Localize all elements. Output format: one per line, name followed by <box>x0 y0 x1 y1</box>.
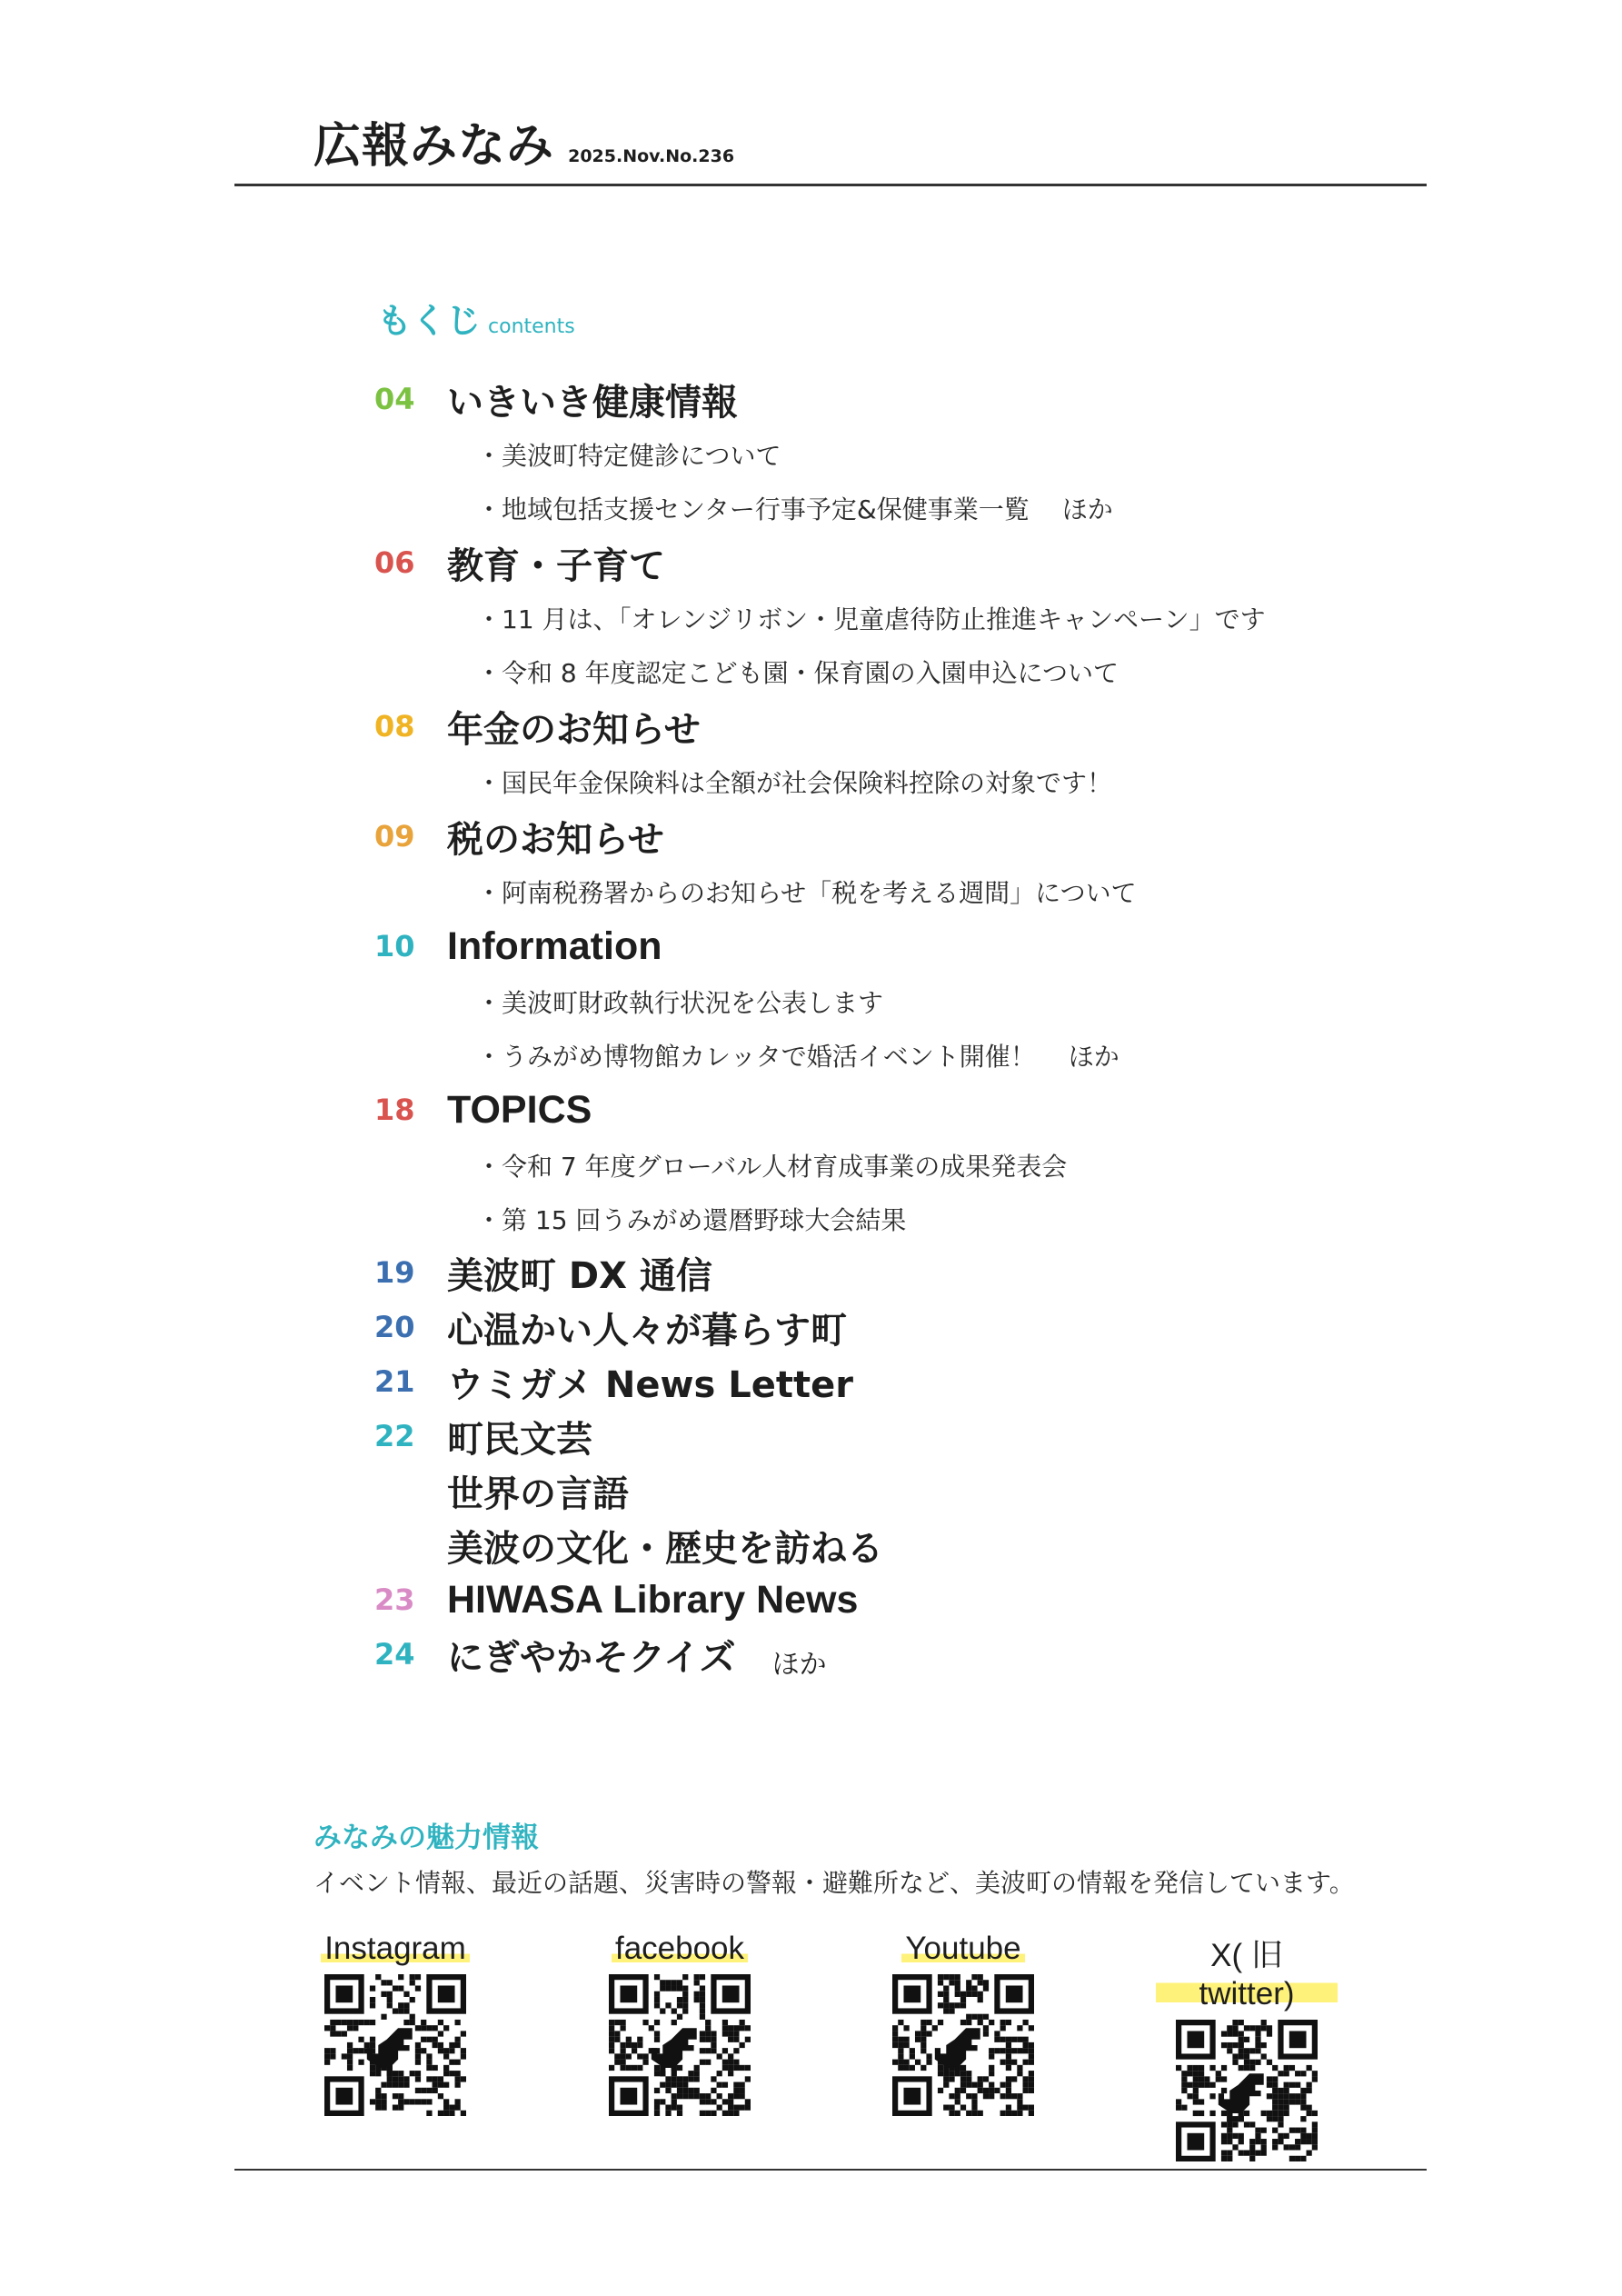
subsection-item <box>476 1138 1374 1192</box>
toc-entry-row <box>374 371 1374 427</box>
subsection-list <box>476 591 1374 698</box>
sns-label-youtube[interactable]: Youtube <box>901 1931 1024 1967</box>
section-title: 心温かい人々が暮らす町 <box>447 1309 847 1352</box>
page-number: 06 <box>374 545 415 580</box>
toc-entry <box>374 698 1374 808</box>
page-number: 09 <box>374 819 415 854</box>
sns-x[interactable] <box>1156 1931 1338 2161</box>
toc-entry-row <box>374 1082 1374 1138</box>
sns-facebook[interactable] <box>589 1931 771 2116</box>
footer-title: みなみの魅力情報 <box>313 1822 539 1854</box>
toc-entry-row <box>374 698 1374 754</box>
page-number: 20 <box>374 1310 415 1344</box>
sns-youtube[interactable] <box>872 1931 1054 2116</box>
toc-heading-ja: もくじ <box>377 301 482 341</box>
subsection-item <box>476 1028 1374 1082</box>
toc-entry <box>374 1572 1374 1627</box>
page-number: 24 <box>374 1637 415 1672</box>
section-title: ウミガメ News Letter <box>447 1363 853 1406</box>
page-number: 19 <box>374 1255 415 1290</box>
toc-entry-row <box>374 1627 1374 1682</box>
table-of-contents <box>374 371 1374 1682</box>
subsection-text: ・うみがめ博物館カレッタで婚活イベント開催！ <box>476 1041 1036 1072</box>
toc-entry-row <box>374 918 1374 974</box>
page-number: 10 <box>374 929 415 963</box>
sns-label-x[interactable]: X( 旧 twitter) <box>1156 1931 1338 2012</box>
subsection-item <box>476 481 1374 534</box>
toc-entry <box>374 1245 1374 1300</box>
qr-code-icon[interactable] <box>1176 2020 1318 2161</box>
qr-code-icon[interactable] <box>609 1974 751 2116</box>
toc-entry <box>374 918 1374 1082</box>
magazine-header <box>313 107 734 180</box>
toc-entry-row <box>374 1572 1374 1627</box>
toc-entry <box>374 1627 1374 1682</box>
subsection-text: ・令和 7 年度グローバル人材育成事業の成果発表会 <box>476 1151 1068 1182</box>
subsection-list <box>476 427 1374 534</box>
toc-entry-row <box>374 1245 1374 1300</box>
toc-entry-row <box>374 1300 1374 1354</box>
toc-heading <box>377 293 575 343</box>
toc-entry <box>374 808 1374 918</box>
page-number: 04 <box>374 382 415 416</box>
section-title: いきいき健康情報 <box>447 381 738 424</box>
toc-entry-row <box>374 1409 1374 1463</box>
section-title: 美波の文化・歴史を訪ねる <box>447 1527 883 1570</box>
etc-label: ほか <box>771 1649 827 1681</box>
sns-instagram[interactable] <box>304 1931 486 2116</box>
section-title: TOPICS <box>447 1087 592 1132</box>
toc-entry <box>374 1354 1374 1409</box>
subsection-text: ・美波町財政執行状況を公表します <box>476 987 884 1018</box>
section-title: Information <box>447 923 662 968</box>
magazine-title: 広報みなみ <box>313 119 555 174</box>
subsection-list <box>476 864 1374 918</box>
subsection-text: ・阿南税務署からのお知らせ「税を考える週間」について <box>476 877 1137 908</box>
subsection-list <box>476 754 1374 808</box>
subsection-item <box>476 864 1374 918</box>
subsection-list <box>476 974 1374 1082</box>
toc-entry-row <box>374 1463 1374 1518</box>
etc-label: ほか <box>1068 1041 1119 1072</box>
subsection-text: ・国民年金保険料は全額が社会保険料控除の対象です！ <box>476 767 1113 798</box>
toc-entry-row <box>374 808 1374 864</box>
sns-label-facebook[interactable]: facebook <box>612 1931 748 1967</box>
section-title: にぎやかそクイズ <box>447 1636 736 1679</box>
section-title: 美波町 DX 通信 <box>447 1254 712 1297</box>
page-number: 21 <box>374 1364 415 1399</box>
section-title: 税のお知らせ <box>447 818 664 861</box>
subsection-text: ・11 月は、「オレンジリボン・児童虐待防止推進キャンペーン」です <box>476 604 1266 634</box>
issue-number: 2025.Nov.No.236 <box>568 146 735 166</box>
subsection-text: ・美波町特定健診について <box>476 440 781 471</box>
footer-divider <box>234 2169 1427 2171</box>
toc-entry <box>374 371 1374 534</box>
subsection-text: ・令和 8 年度認定こども園・保育園の入園申込について <box>476 657 1119 688</box>
toc-entry <box>374 1082 1374 1245</box>
subsection-text: ・第 15 回うみがめ還暦野球大会結果 <box>476 1204 907 1235</box>
toc-entry <box>374 1463 1374 1518</box>
sns-label-instagram[interactable]: Instagram <box>321 1931 470 1967</box>
etc-label: ほか <box>1061 494 1113 524</box>
section-title: 教育・子育て <box>447 544 665 587</box>
subsection-item <box>476 591 1374 644</box>
subsection-item <box>476 754 1374 808</box>
header-divider <box>234 184 1427 186</box>
toc-entry <box>374 534 1374 698</box>
toc-entry-row <box>374 534 1374 591</box>
page-number: 08 <box>374 709 415 744</box>
page-number: 18 <box>374 1093 415 1127</box>
section-title: 町民文芸 <box>447 1418 592 1461</box>
subsection-text: ・地域包括支援センター行事予定&保健事業一覧 <box>476 494 1030 524</box>
toc-entry-row <box>374 1354 1374 1409</box>
toc-entry <box>374 1409 1374 1463</box>
section-title: 年金のお知らせ <box>447 708 701 751</box>
toc-heading-en: contents <box>488 315 575 338</box>
subsection-item <box>476 644 1374 698</box>
qr-code-icon[interactable] <box>892 1974 1034 2116</box>
section-title: HIWASA Library News <box>447 1577 859 1622</box>
page-number: 22 <box>374 1419 415 1453</box>
subsection-item <box>476 974 1374 1028</box>
subsection-list <box>476 1138 1374 1245</box>
toc-entry <box>374 1518 1374 1572</box>
section-title: 世界の言語 <box>447 1472 629 1515</box>
subsection-item <box>476 427 1374 481</box>
footer-description: イベント情報、最近の話題、災害時の警報・避難所など、美波町の情報を発信しています。 <box>313 1868 1355 1898</box>
subsection-item <box>476 1192 1374 1245</box>
page-number: 23 <box>374 1582 415 1617</box>
toc-entry <box>374 1300 1374 1354</box>
qr-code-icon[interactable] <box>324 1974 466 2116</box>
toc-entry-row <box>374 1518 1374 1572</box>
